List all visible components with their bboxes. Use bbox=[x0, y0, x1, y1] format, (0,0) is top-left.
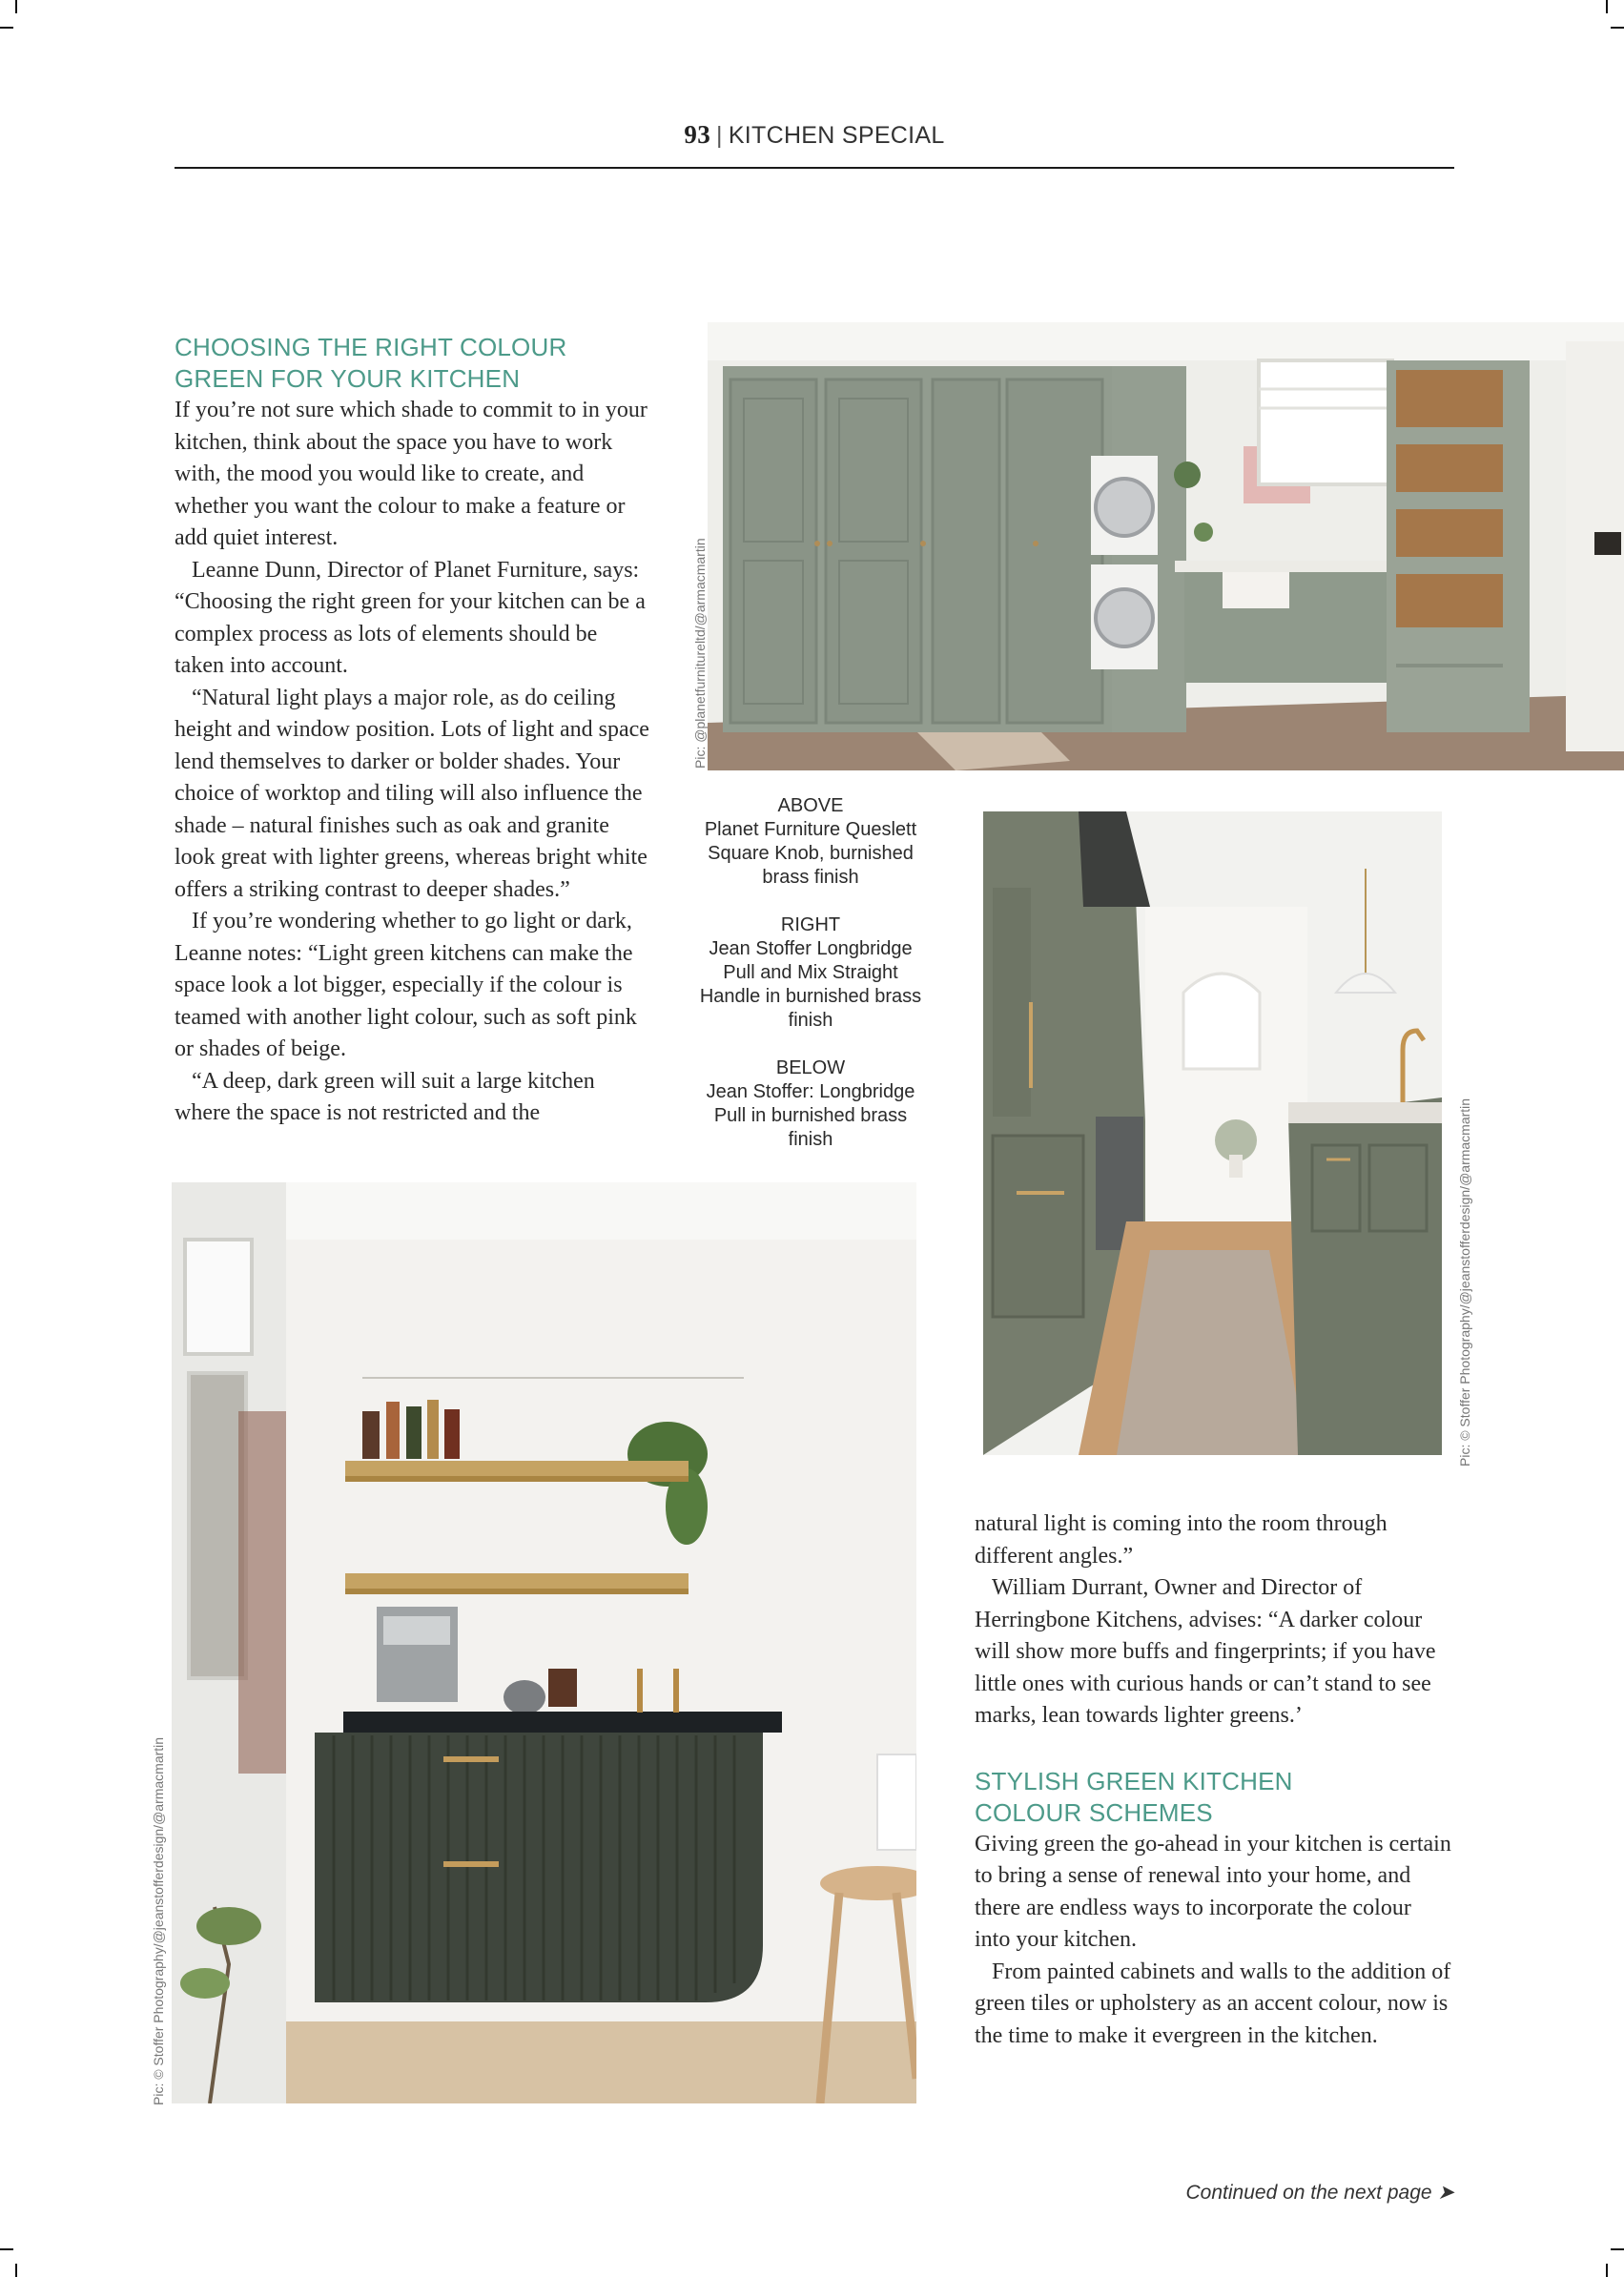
section-heading-stylish bbox=[975, 1766, 1451, 1829]
section-heading-line-1: STYLISH GREEN KITCHEN bbox=[975, 1766, 1293, 1795]
body-paragraph: natural light is coming into the room through different angles.” bbox=[975, 1511, 1388, 1569]
caption-right bbox=[694, 913, 927, 1033]
section-title: KITCHEN SPECIAL bbox=[728, 122, 945, 149]
body-paragraph: “A deep, dark green will suit a large kitchen where the space is not restricted and the bbox=[175, 1068, 595, 1125]
crop-mark-left-lower bbox=[0, 2248, 13, 2250]
section-heading-line-2: GREEN FOR YOUR KITCHEN bbox=[175, 364, 521, 393]
section-heading-line-1: CHOOSING THE RIGHT COLOUR bbox=[175, 333, 567, 361]
body-paragraph: If you’re not sure which shade to commit to in your kitchen, think about the space you have to work with, the mood you would like to create, and whether you want the colour to make a feature or add quiet interest. bbox=[175, 398, 648, 550]
body-paragraph: William Durrant, Owner and Director of Herringbone Kitchens, advises: “A darker colour will show more buffs and fingerprints; if you have little ones with curious hands or can’t stand to see marks, lean towards lighter greens.’ bbox=[975, 1575, 1436, 1728]
section-heading-line-2: COLOUR SCHEMES bbox=[975, 1797, 1213, 1827]
photo-credit-right: Pic: © Stoffer Photography/@jeanstofferdesign/@armacmartin bbox=[1457, 1097, 1472, 1467]
crop-mark-bottom-left bbox=[15, 2264, 17, 2277]
header-separator: | bbox=[716, 122, 723, 149]
caption-below-title: BELOW bbox=[775, 1057, 846, 1078]
crop-mark-left-upper bbox=[0, 27, 13, 29]
running-header bbox=[175, 120, 1454, 150]
header-rule bbox=[175, 167, 1454, 169]
photo-coffee-station bbox=[172, 1182, 916, 2103]
continued-link[interactable]: Continued on the next page ➤ bbox=[1185, 2182, 1454, 2204]
article-column-left bbox=[175, 332, 651, 1130]
sage-kitchen-illustration bbox=[708, 322, 1624, 770]
body-paragraph: Leanne Dunn, Director of Planet Furniture, says: “Choosing the right green for your kitchen can be a complex process as lots of elements should be taken into account. bbox=[175, 557, 646, 678]
photo-galley-kitchen bbox=[983, 811, 1442, 1455]
caption-above bbox=[694, 794, 927, 890]
caption-block bbox=[694, 794, 927, 1176]
crop-mark-top-left bbox=[15, 0, 17, 13]
article-column-right bbox=[975, 1508, 1451, 2052]
caption-above-title: ABOVE bbox=[777, 795, 844, 816]
crop-mark-bottom-right bbox=[1606, 2264, 1608, 2277]
section-heading-choosing bbox=[175, 332, 651, 395]
caption-below bbox=[694, 1056, 927, 1152]
body-paragraph: “Natural light plays a major role, as do ceiling height and window position. Lots of light and space lend themselves to darker or bolder shades. Your choice of worktop and tiling will also influence the shade – natural finishes such as oak and granite look great with lighter greens, whereas bright white offers a striking contrast to deeper shades.” bbox=[175, 685, 649, 902]
body-paragraph: If you’re wondering whether to go light or dark, Leanne notes: “Light green kitchens can make the space look a lot bigger, especially if the colour is teamed with another light colour, such as soft pink or shades of beige. bbox=[175, 909, 637, 1061]
photo-credit-bottom: Pic: © Stoffer Photography/@jeanstofferdesign/@armacmartin bbox=[151, 1736, 166, 2105]
caption-right-title: RIGHT bbox=[780, 914, 841, 935]
crop-mark-top-right bbox=[1606, 0, 1608, 13]
page-number: 93 bbox=[684, 120, 711, 149]
crop-mark-right-lower bbox=[1611, 2248, 1624, 2250]
caption-below-text: Jean Stoffer: Longbridge Pull in burnished brass finish bbox=[706, 1081, 915, 1150]
photo-sage-utility-kitchen bbox=[708, 322, 1624, 770]
photo-credit-top: Pic: @planetfurnitureltd/@armacmartin bbox=[692, 538, 708, 769]
caption-above-text: Planet Furniture Queslett Square Knob, burnished brass finish bbox=[704, 819, 917, 888]
body-paragraph: From painted cabinets and walls to the addition of green tiles or upholstery as an accent colour, now is the time to make it evergreen in the kitchen. bbox=[975, 1959, 1451, 2048]
coffee-station-illustration bbox=[172, 1182, 916, 2103]
crop-mark-right-upper bbox=[1611, 27, 1624, 29]
caption-right-text: Jean Stoffer Longbridge Pull and Mix Straight Handle in burnished brass finish bbox=[699, 938, 922, 1031]
body-paragraph: Giving green the go-ahead in your kitchen is certain to bring a sense of renewal into your home, and there are endless ways to incorporate the colour into your kitchen. bbox=[975, 1831, 1451, 1952]
galley-kitchen-illustration bbox=[983, 811, 1442, 1455]
